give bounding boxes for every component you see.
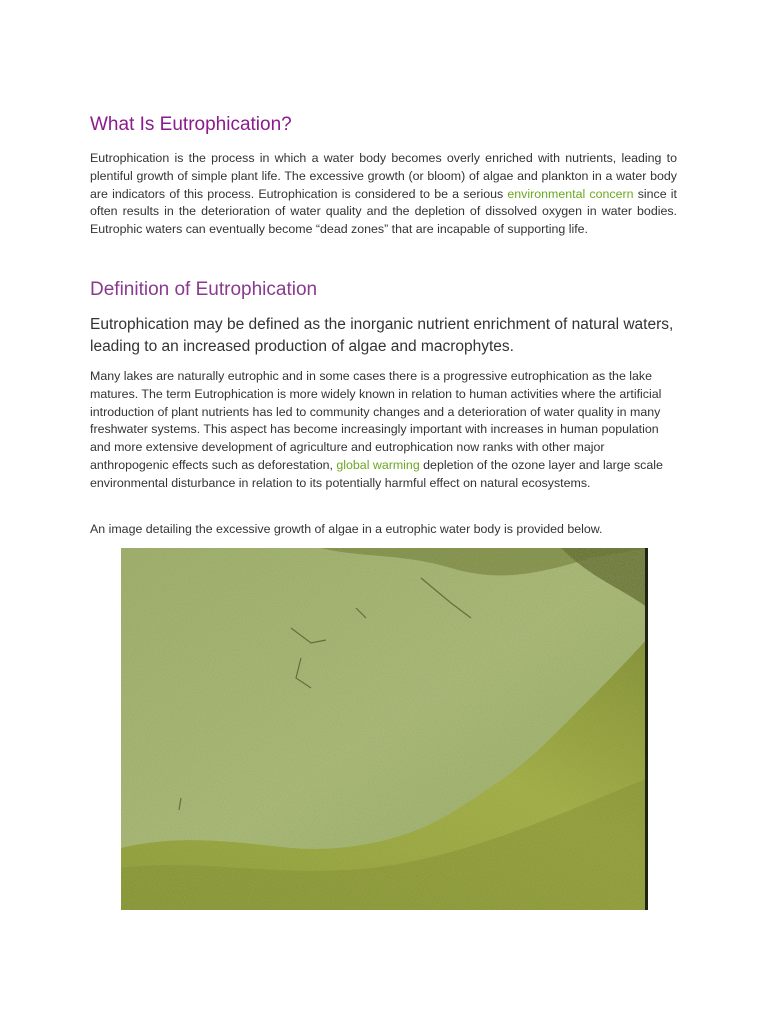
section-title-what-is: What Is Eutrophication? [90,114,292,135]
lakes-text-end: depletion of the ozone layer and large scale environmental disturbance in relation to its potentially harmful effect on natural ecosystems. [90,457,663,490]
intro-text-start: Eutrophication is the process in which a water body becomes overly enriched with nutrients, leading to plentiful growth of simple plant life. The excessive growth (or bloom) of algae and plankton in a water body are indicators of this process. Eutrophication is considered to be a serious [90,151,677,201]
intro-paragraph [90,150,677,239]
global-warming-link[interactable]: global warming [336,457,420,472]
environmental-concern-link[interactable]: environmental concern [507,186,634,201]
intro-text-end: since it often results in the deterioration of water quality and the depletion of dissolved oxygen in water bodies. Eutrophic waters can eventually become “dead zones” that are incapable of supporting life. [90,186,677,237]
algae-photo [121,548,648,910]
lakes-text-start: Many lakes are naturally eutrophic and in some cases there is a progressive eutrophication as the lake matures. The term Eutrophication is more widely known in relation to human activities where the artificial introduction of plant nutrients has led to community changes and a deterioration of water quality in many freshwater systems. This aspect has become increasingly important with increases in human population and more extensive development of agriculture and eutrophication now ranks with other major anthropogenic effects such as deforestation, [90,369,662,472]
lakes-paragraph [90,368,677,493]
section-title-definition: Definition of Eutrophication [90,279,318,300]
definition-lead: Eutrophication may be defined as the inorganic nutrient enrichment of natural waters, leading to an increased production of algae and macrophytes. [90,316,674,355]
image-intro-text: An image detailing the excessive growth of algae in a eutrophic water body is provided below. [90,522,603,536]
